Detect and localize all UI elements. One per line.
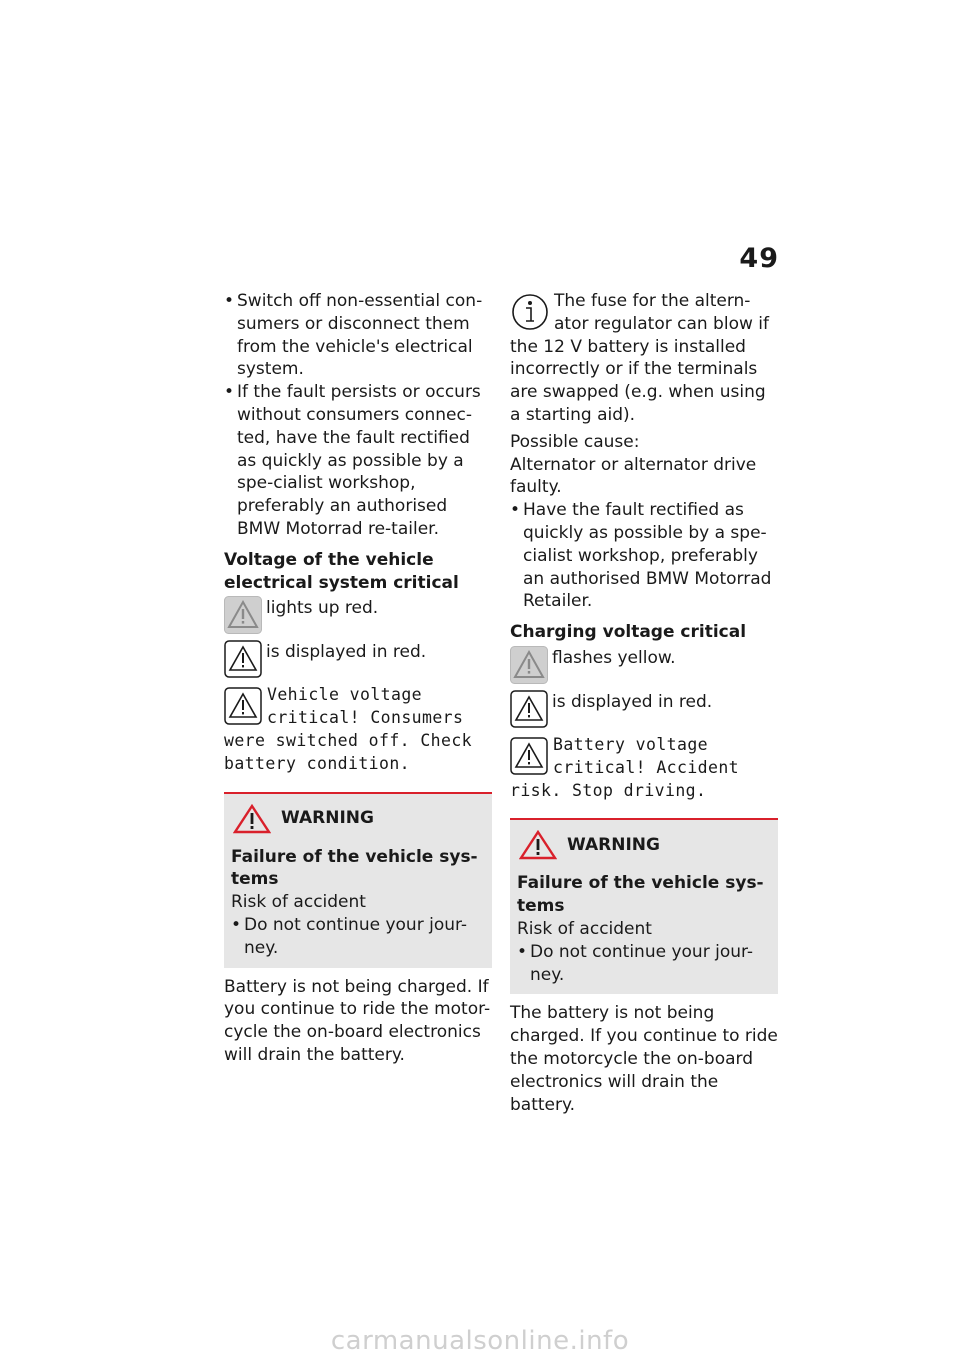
list-item: • Switch off non-essential con- sumers or disconnect them from the vehicle's electrical system. <box>224 290 492 381</box>
warning-subject: Failure of the vehicle sys-tems <box>517 873 764 917</box>
section-heading: Charging voltage critical <box>510 622 747 643</box>
indicator-text: flashes yellow. <box>552 647 676 668</box>
indicator-text: is displayed in red. <box>266 642 427 663</box>
warning-triangle-filled-icon <box>510 646 548 684</box>
left-column <box>224 290 492 1067</box>
display-message-block <box>224 684 492 775</box>
cause-label: Possible cause: <box>510 431 640 452</box>
indicator-text: is displayed in red. <box>552 691 713 712</box>
warning-triangle-filled-icon <box>224 596 262 634</box>
warning-triangle-outline-icon <box>224 640 262 678</box>
warning-box <box>224 792 492 968</box>
warning-triangle-outline-icon <box>510 737 548 775</box>
bullet-list <box>224 290 492 541</box>
display-message: Vehicle voltage critical! Consumers were switched off. Check battery condition. <box>224 685 473 773</box>
section-heading: Voltage of the vehicle electrical system critical <box>224 549 459 593</box>
closing-paragraph: The battery is not being charged. If you continue to ride the motorcycle the on-board electronics will drain the battery. <box>510 1003 778 1115</box>
warning-header <box>231 804 485 834</box>
indicator-row <box>224 596 492 634</box>
warning-subject: Failure of the vehicle sys-tems <box>231 846 478 890</box>
warning-header <box>517 830 771 860</box>
warning-title: WARNING <box>567 834 660 855</box>
page-number: 49 <box>739 243 779 274</box>
right-column <box>510 290 778 1116</box>
warning-action: • Do not continue your jour-ney. <box>517 941 771 987</box>
indicator-row <box>224 640 492 678</box>
info-icon <box>510 292 550 332</box>
warning-triangle-outline-icon <box>510 690 548 728</box>
warning-red-triangle-icon <box>519 830 557 860</box>
list-item: • Have the fault rectified as quickly as possible by a spe-cialist workshop, preferably an authorised BMW Motorrad Retailer. <box>510 499 778 613</box>
indicator-row <box>510 646 778 684</box>
indicator-text: lights up red. <box>266 598 379 619</box>
warning-red-triangle-icon <box>233 804 271 834</box>
indicator-row <box>510 690 778 728</box>
watermark: carmanualsonline.info <box>330 1326 630 1356</box>
info-text: The fuse for the altern-ator regulator can blow if the 12 V battery is installed incorrectly or if the terminals are swapped (e.g. when using a starting aid). <box>510 291 769 425</box>
closing-paragraph: Battery is not being charged. If you continue to ride the motor-cycle the on-board electronics will drain the battery. <box>224 976 491 1065</box>
list-item: • If the fault persists or occurs without consumers connec-ted, have the fault rectified as quickly as possible by a spe-cialist workshop, preferably an authorised BMW Motorrad re-tailer. <box>224 381 492 541</box>
warning-title: WARNING <box>281 808 374 829</box>
info-block <box>510 290 778 427</box>
display-message-block <box>510 734 778 802</box>
cause-text: Alternator or alternator drive faulty. <box>510 454 757 498</box>
display-message: Battery voltage critical! Accident risk. Stop driving. <box>510 734 740 800</box>
warning-triangle-outline-icon <box>224 687 262 725</box>
warning-risk: Risk of accident <box>231 892 366 913</box>
warning-risk: Risk of accident <box>517 918 652 939</box>
warning-action: • Do not continue your jour-ney. <box>231 914 485 960</box>
warning-box <box>510 818 778 994</box>
